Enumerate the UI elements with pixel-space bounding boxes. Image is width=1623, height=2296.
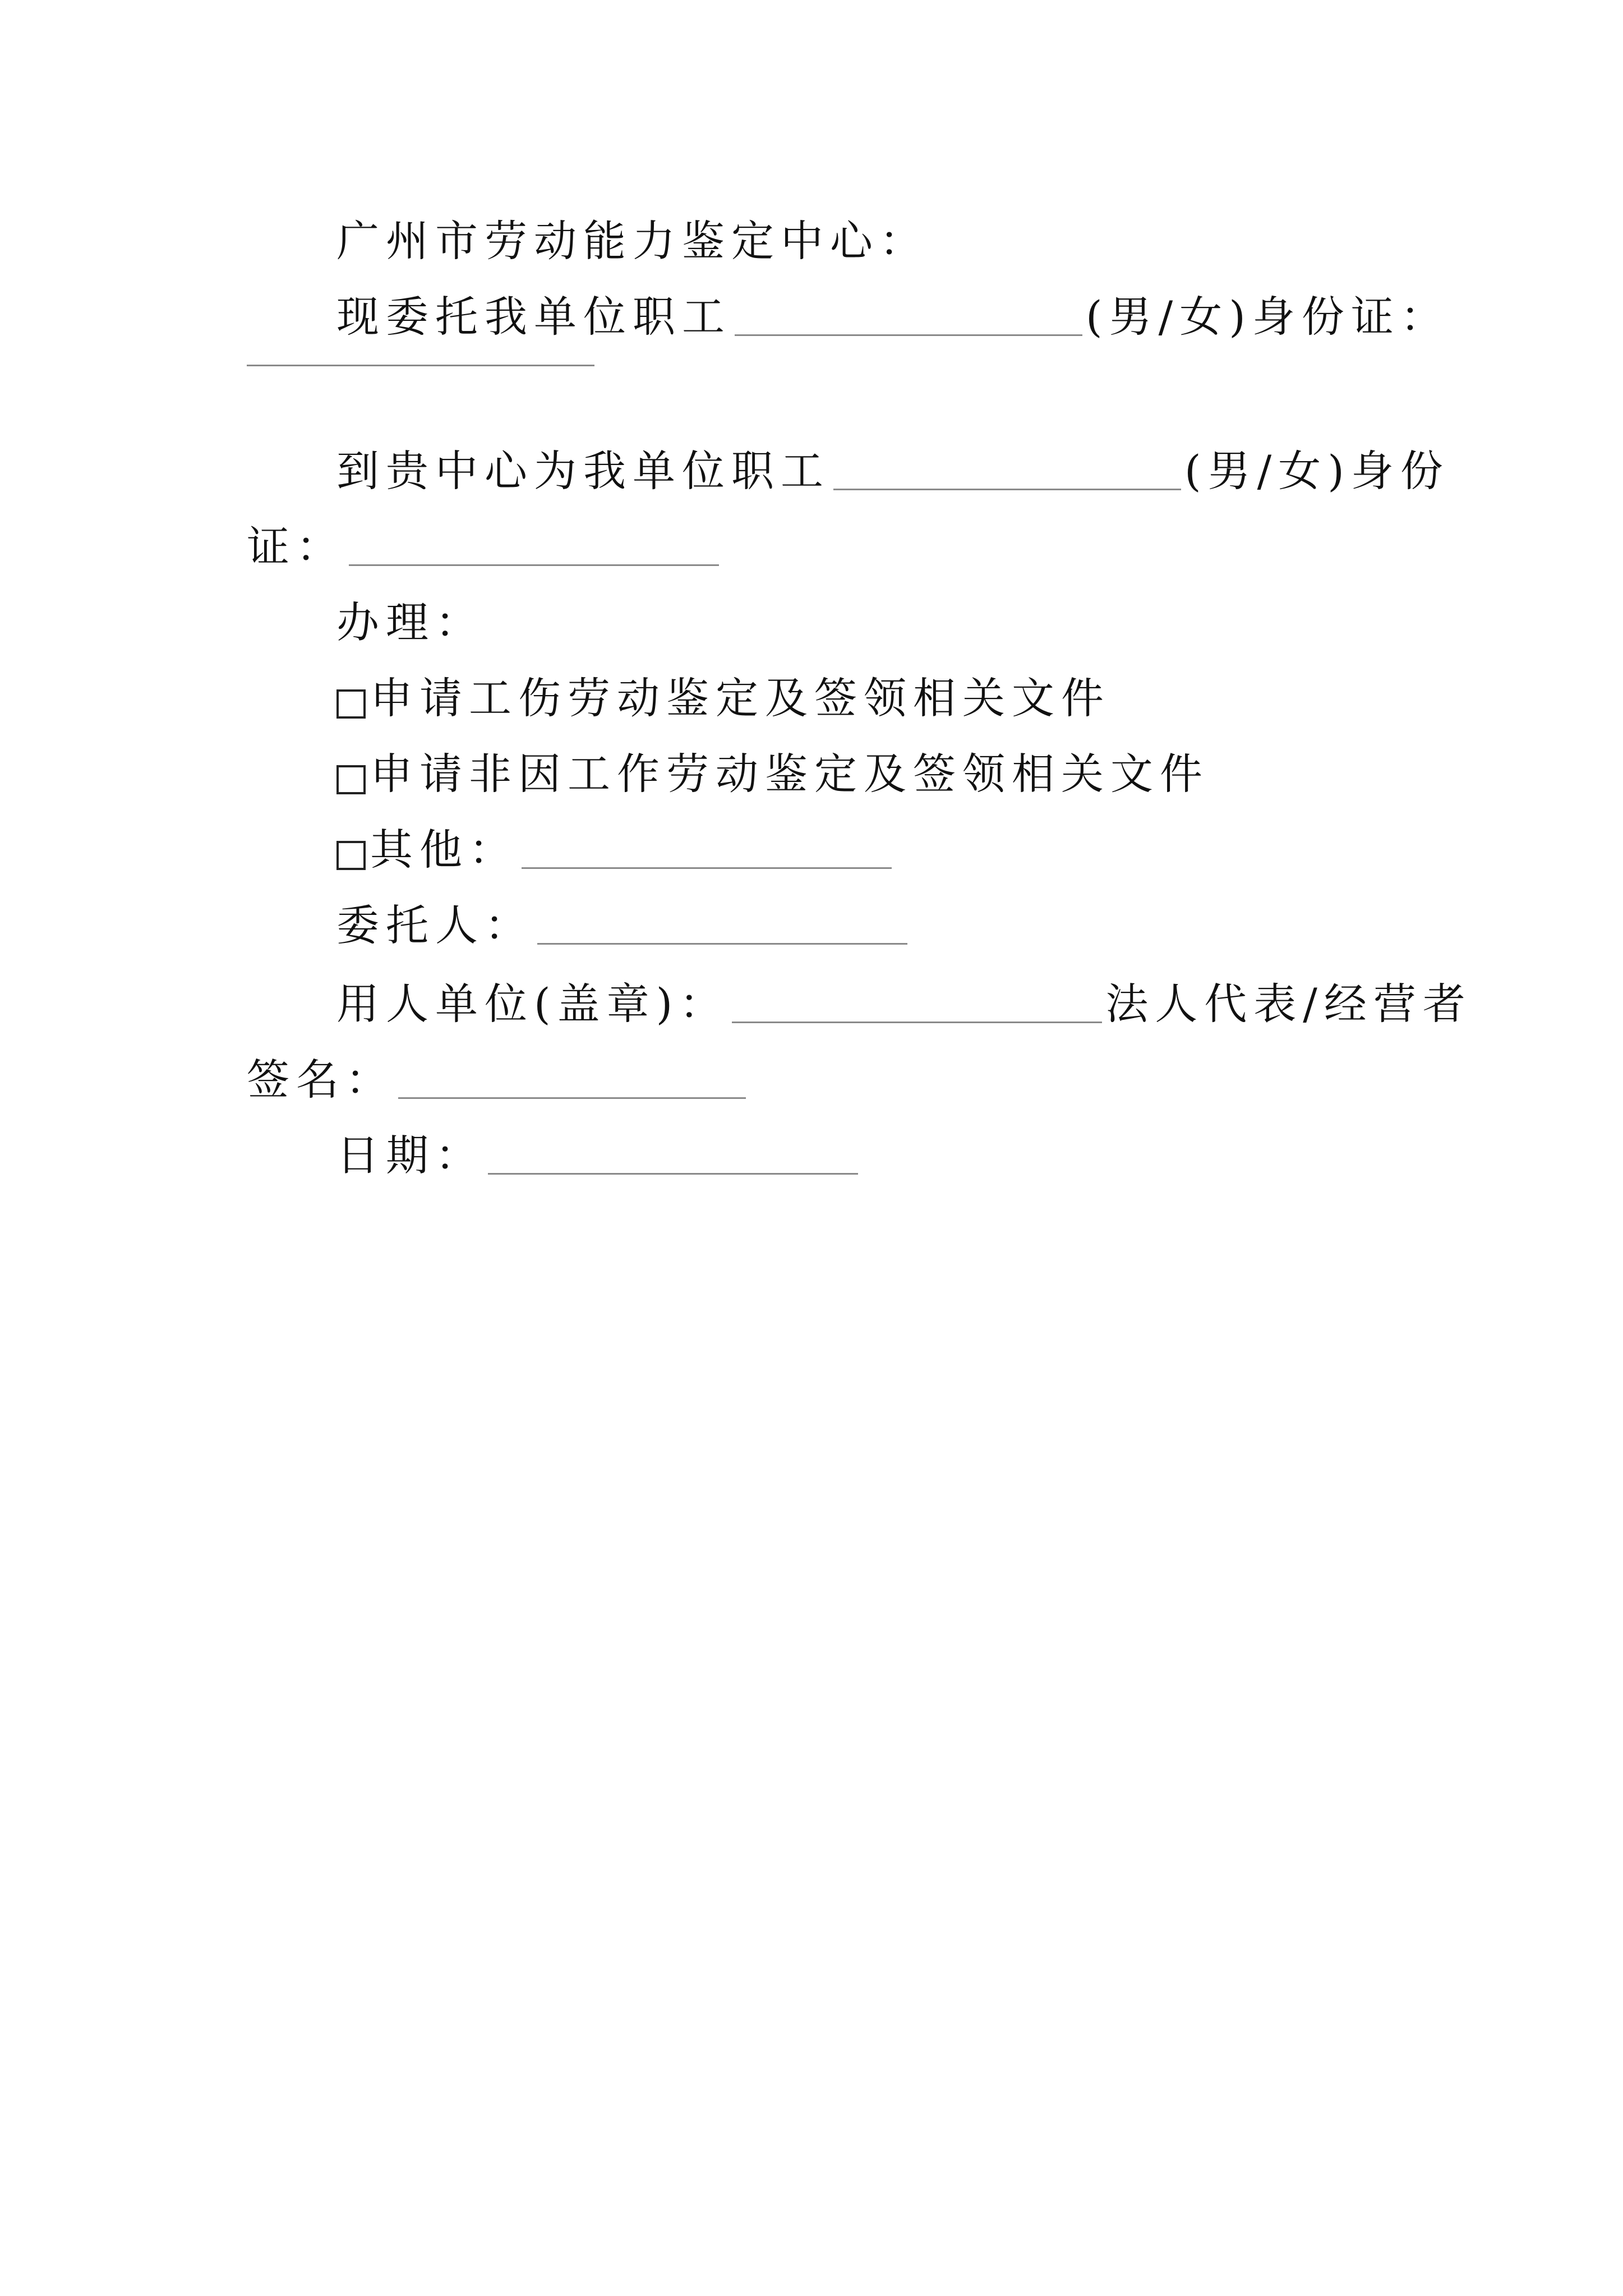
entrusted-line bbox=[336, 898, 911, 954]
signature-label: 签名： bbox=[247, 1055, 395, 1105]
recipient-text: 广州市劳动能力鉴定中心： bbox=[336, 216, 929, 266]
id-number-blank[interactable] bbox=[247, 365, 594, 366]
employee-name-blank[interactable] bbox=[735, 334, 1082, 336]
entrust-line bbox=[336, 289, 1450, 345]
other-label: 其他： bbox=[370, 825, 518, 875]
entrust-prefix: 现委托我单位职工 bbox=[336, 292, 731, 342]
date-label: 日期： bbox=[336, 1130, 485, 1180]
subject-id-blank[interactable] bbox=[349, 564, 719, 566]
other-blank[interactable] bbox=[522, 867, 892, 869]
signature-line bbox=[247, 1052, 749, 1108]
gender-id-label: (男/女)身份证： bbox=[1086, 292, 1450, 342]
date-line bbox=[336, 1128, 861, 1184]
purpose-prefix: 到贵中心为我单位职工 bbox=[336, 446, 830, 496]
entrusted-label: 委托人： bbox=[336, 900, 534, 950]
handle-label: 办理： bbox=[336, 597, 485, 647]
subject-gender-id-label: (男/女)身份 bbox=[1184, 446, 1450, 496]
work-injury-label: 申请工伤劳动鉴定及签领相关文件 bbox=[370, 673, 1110, 723]
subject-name-blank[interactable] bbox=[833, 489, 1181, 490]
subject-id-label: 证： bbox=[247, 522, 345, 572]
employer-label: 用人单位(盖章)： bbox=[336, 979, 729, 1029]
option-other bbox=[336, 822, 895, 878]
recipient-line bbox=[336, 213, 929, 269]
option-non-work bbox=[336, 746, 1209, 802]
other-checkbox[interactable] bbox=[336, 841, 366, 870]
handle-line bbox=[336, 595, 485, 651]
rep-label: 法人代表/经营者 bbox=[1105, 979, 1472, 1029]
non-work-checkbox[interactable] bbox=[336, 765, 366, 794]
work-injury-checkbox[interactable] bbox=[336, 689, 366, 719]
signature-blank[interactable] bbox=[398, 1097, 746, 1099]
id-number-line bbox=[247, 365, 598, 375]
option-work-injury bbox=[336, 670, 1110, 726]
employer-blank[interactable] bbox=[732, 1022, 1102, 1023]
employer-line bbox=[336, 976, 1472, 1032]
subject-id-line bbox=[247, 519, 722, 575]
purpose-line bbox=[336, 443, 1450, 499]
entrusted-blank[interactable] bbox=[537, 943, 907, 945]
date-blank[interactable] bbox=[488, 1173, 858, 1175]
non-work-label: 申请非因工作劳动鉴定及签领相关文件 bbox=[370, 749, 1209, 799]
